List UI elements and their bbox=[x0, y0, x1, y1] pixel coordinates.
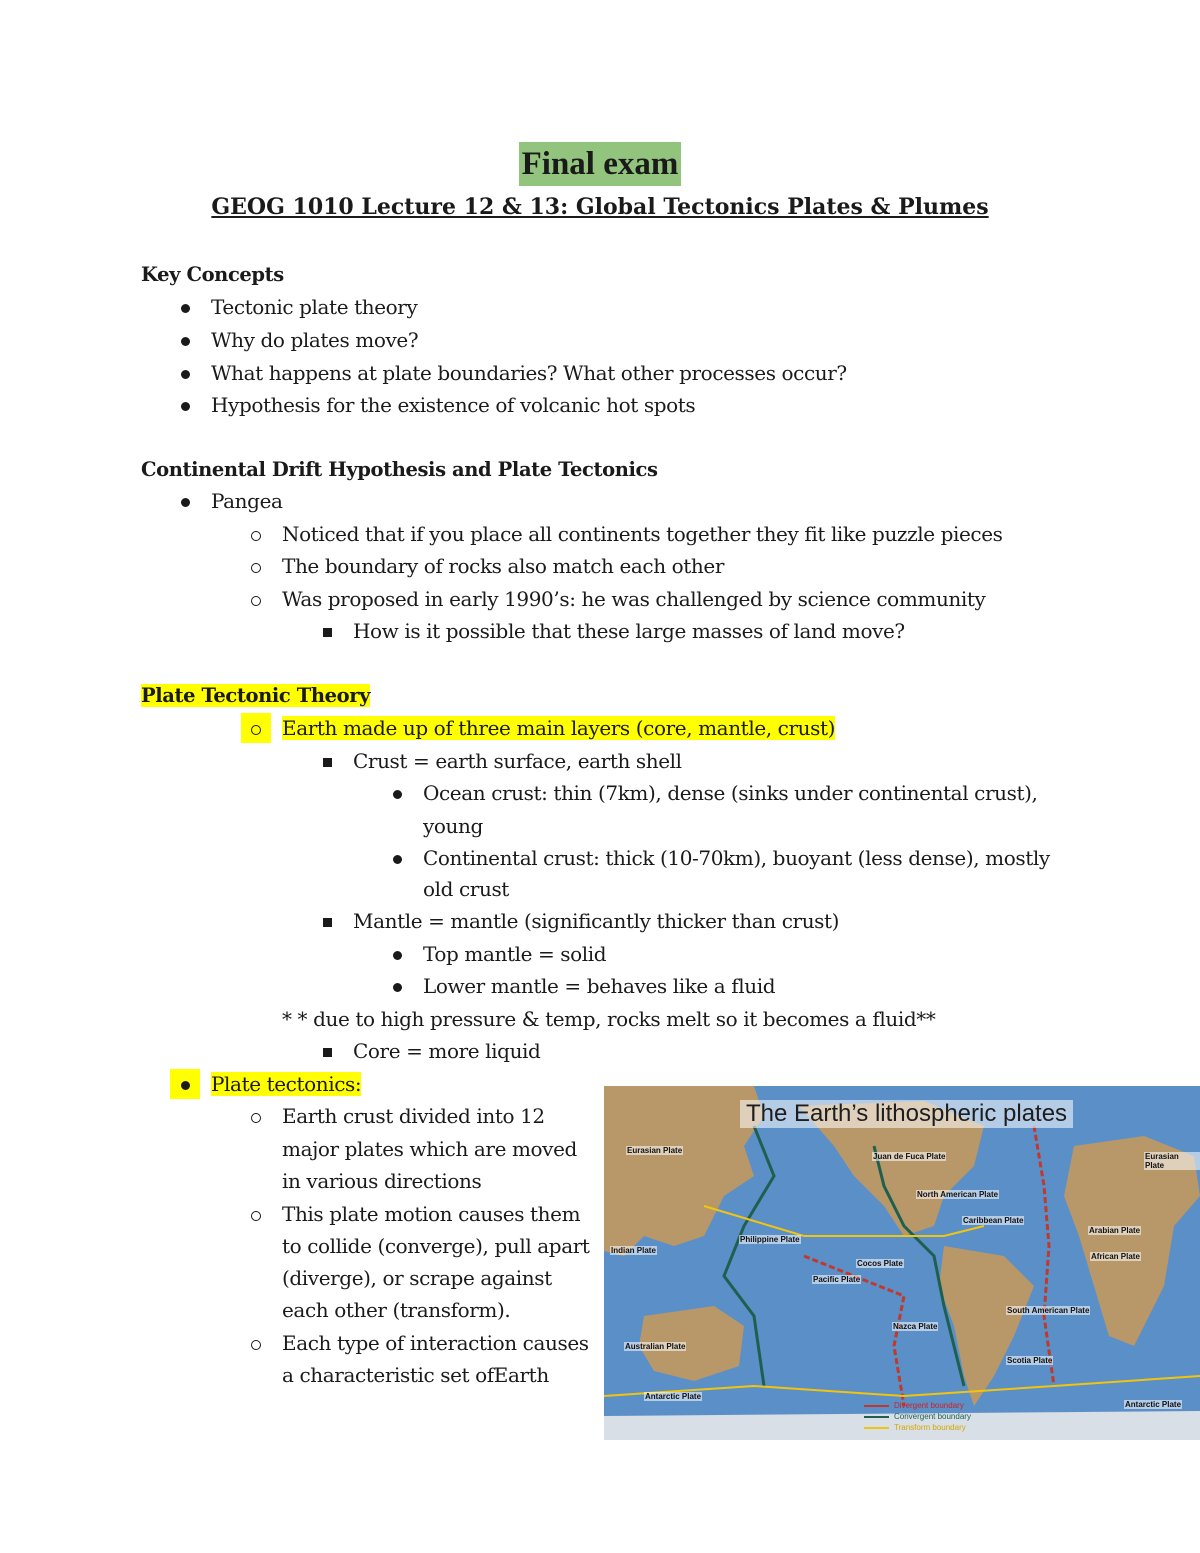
plate-label: Caribbean Plate bbox=[963, 1216, 1024, 1225]
plate-label: Philippine Plate bbox=[740, 1235, 800, 1244]
plate-label: Arabian Plate bbox=[1089, 1226, 1141, 1235]
plate-label: Eurasian Plate bbox=[627, 1146, 683, 1155]
bullet-circle-icon bbox=[241, 713, 271, 743]
list-item: Plate tectonics: bbox=[211, 1072, 362, 1096]
bullet-disc-icon bbox=[170, 390, 200, 420]
plate-label: Juan de Fuca Plate bbox=[873, 1152, 946, 1161]
bullet-circle-icon bbox=[241, 1328, 271, 1358]
bullet-square-icon bbox=[312, 1036, 342, 1066]
legend-transform: Transform boundary bbox=[894, 1423, 966, 1432]
bullet-square-icon bbox=[312, 906, 342, 936]
plate-theory-heading: Plate Tectonic Theory bbox=[141, 684, 371, 707]
plate-label: Cocos Plate bbox=[857, 1259, 903, 1268]
bullet-disc-icon bbox=[170, 358, 200, 388]
map-title: The Earth’s lithospheric plates bbox=[740, 1100, 1073, 1128]
plate-label: Australian Plate bbox=[625, 1342, 686, 1351]
bullet-disc-icon bbox=[382, 971, 412, 1001]
list-item-cont: each other (transform). bbox=[282, 1298, 511, 1322]
list-item: The boundary of rocks also match each other bbox=[282, 554, 725, 578]
legend-divergent: Divergent boundary bbox=[894, 1401, 964, 1410]
key-concepts-heading: Key Concepts bbox=[141, 263, 284, 286]
list-item: Top mantle = solid bbox=[423, 942, 607, 966]
list-item: Hypothesis for the existence of volcanic hot spots bbox=[211, 393, 696, 417]
title-wrap bbox=[0, 142, 1200, 186]
plate-label: Eurasian Plate bbox=[1144, 1152, 1200, 1170]
bullet-circle-icon bbox=[241, 519, 271, 549]
plate-label: South American Plate bbox=[1007, 1306, 1090, 1315]
list-item-cont: major plates which are moved bbox=[282, 1137, 577, 1161]
page-subtitle: GEOG 1010 Lecture 12 & 13: Global Tectonics Plates & Plumes bbox=[211, 194, 989, 220]
plate-label: Antarctic Plate bbox=[1125, 1400, 1182, 1409]
page-title: Final exam bbox=[519, 142, 682, 186]
list-item: Why do plates move? bbox=[211, 328, 419, 352]
bullet-disc-icon bbox=[170, 486, 200, 516]
plate-label: Antarctic Plate bbox=[645, 1392, 702, 1401]
bullet-square-icon bbox=[312, 746, 342, 776]
list-item-cont: a characteristic set ofEarth bbox=[282, 1363, 549, 1387]
bullet-disc-icon bbox=[382, 843, 412, 873]
plate-label: North American Plate bbox=[917, 1190, 999, 1199]
list-item: Continental crust: thick (10-70km), buoyant (less dense), mostly bbox=[423, 846, 1050, 870]
list-item: Was proposed in early 1990’s: he was challenged by science community bbox=[282, 587, 986, 611]
plate-label: Indian Plate bbox=[611, 1246, 656, 1255]
list-item-cont: to collide (converge), pull apart bbox=[282, 1234, 590, 1258]
list-item: Each type of interaction causes bbox=[282, 1331, 589, 1355]
list-item: Earth made up of three main layers (core, mantle, crust) bbox=[282, 716, 836, 740]
list-item: Lower mantle = behaves like a fluid bbox=[423, 974, 776, 998]
list-item: How is it possible that these large masses of land move? bbox=[353, 619, 905, 643]
list-item: Crust = earth surface, earth shell bbox=[353, 749, 682, 773]
bullet-disc-icon bbox=[382, 778, 412, 808]
list-item: Ocean crust: thin (7km), dense (sinks under continental crust), bbox=[423, 781, 1038, 805]
list-item: Core = more liquid bbox=[353, 1039, 541, 1063]
bullet-disc-icon bbox=[382, 939, 412, 969]
bullet-square-icon bbox=[312, 616, 342, 646]
list-item: Mantle = mantle (significantly thicker than crust) bbox=[353, 909, 840, 933]
plate-label: African Plate bbox=[1091, 1252, 1140, 1261]
bullet-circle-icon bbox=[241, 551, 271, 581]
bullet-disc-icon bbox=[170, 325, 200, 355]
list-item-cont: (diverge), or scrape against bbox=[282, 1266, 552, 1290]
lithospheric-plates-map bbox=[604, 1086, 1200, 1440]
list-item: Pangea bbox=[211, 489, 283, 513]
note-text: * * due to high pressure & temp, rocks melt so it becomes a fluid** bbox=[282, 1007, 936, 1031]
plate-label: Scotia Plate bbox=[1007, 1356, 1053, 1365]
list-item: Tectonic plate theory bbox=[211, 295, 418, 319]
continental-drift-heading: Continental Drift Hypothesis and Plate Tectonics bbox=[141, 458, 658, 481]
plate-label: Nazca Plate bbox=[893, 1322, 938, 1331]
list-item-cont: young bbox=[423, 814, 483, 838]
plate-label: Pacific Plate bbox=[813, 1275, 861, 1284]
bullet-circle-icon bbox=[241, 1101, 271, 1131]
bullet-disc-icon bbox=[170, 292, 200, 322]
list-item: Noticed that if you place all continents together they fit like puzzle pieces bbox=[282, 522, 1003, 546]
list-item: This plate motion causes them bbox=[282, 1202, 581, 1226]
bullet-disc-icon bbox=[170, 1069, 200, 1099]
list-item-cont: in various directions bbox=[282, 1169, 482, 1193]
bullet-circle-icon bbox=[241, 584, 271, 614]
list-item: What happens at plate boundaries? What other processes occur? bbox=[211, 361, 847, 385]
list-item-cont: old crust bbox=[423, 877, 509, 901]
list-item: Earth crust divided into 12 bbox=[282, 1104, 545, 1128]
legend-convergent: Convergent boundary bbox=[894, 1412, 971, 1421]
bullet-circle-icon bbox=[241, 1199, 271, 1229]
